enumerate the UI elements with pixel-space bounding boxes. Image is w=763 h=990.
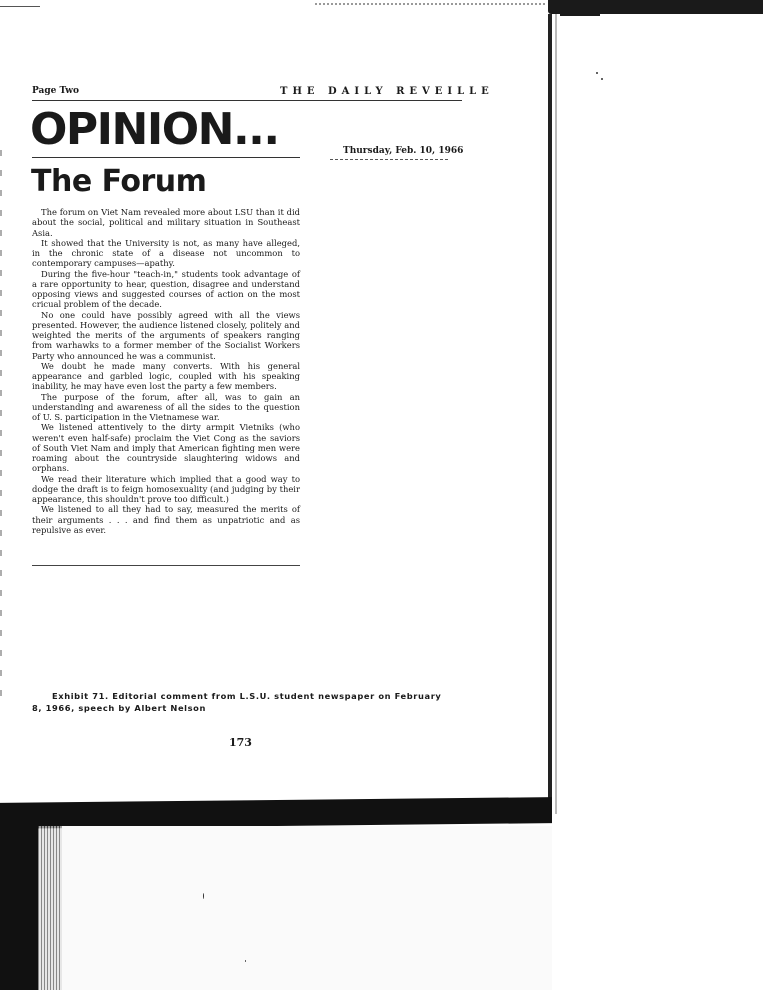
paragraph: We listened attentively to the dirty armpit Vietniks (who weren't even half-safe) proclaim the Viet Cong as the saviors of South Viet Nam and imply that American fighting men were roaming about the countryside slaughtering widows and orphans. bbox=[32, 422, 300, 474]
editorial-headline: The Forum bbox=[31, 164, 207, 199]
paragraph: We doubt he made many converts. With his general appearance and garbled logic, coupled with his speaking inability, he may have even lost the party a few members. bbox=[32, 360, 300, 392]
page-number: 173 bbox=[229, 736, 252, 749]
scan-speck bbox=[203, 893, 204, 899]
section-title: OPINION... bbox=[30, 104, 279, 155]
scan-dark-band bbox=[0, 797, 552, 829]
date-rule bbox=[330, 159, 448, 160]
editorial-body bbox=[32, 207, 300, 535]
scan-strip-texture bbox=[38, 826, 62, 990]
page-right-edge-shadow bbox=[555, 14, 557, 814]
scan-dark-notch bbox=[560, 12, 600, 16]
scan-speck bbox=[596, 72, 598, 74]
scan-dotted-edge bbox=[315, 3, 545, 5]
scan-dark-strip bbox=[0, 815, 38, 990]
issue-date: Thursday, Feb. 10, 1966 bbox=[343, 146, 464, 156]
paragraph: No one could have possibly agreed with all the views presented. However, the audience listened closely, politely and weighted the merits of the arguments of speakers ranging from warhawks to a former member of the Socialist Workers Party who announced he was a communist. bbox=[32, 309, 300, 361]
underlying-page bbox=[62, 826, 552, 990]
scan-speck bbox=[245, 960, 246, 962]
article-end-rule bbox=[32, 565, 300, 566]
exhibit-caption bbox=[32, 690, 452, 714]
scan-speck bbox=[601, 78, 603, 80]
paragraph: We listened to all they had to say, measured the merits of their arguments . . . and find them as unpatriotic and as repulsive as ever. bbox=[32, 504, 300, 535]
caption-line-2: 8, 1966, speech by Albert Nelson bbox=[32, 703, 206, 713]
paragraph: The forum on Viet Nam revealed more about LSU than it did about the social, political and military situation in Southeast Asia. bbox=[32, 207, 300, 238]
masthead-rule bbox=[32, 100, 462, 101]
paragraph: The purpose of the forum, after all, was to gain an understanding and awareness of all the sides to the question of U. S. participation in the Vietnamese war. bbox=[32, 391, 300, 422]
scan-left-edge-marks bbox=[0, 150, 2, 710]
page-right-edge bbox=[548, 14, 552, 814]
scan-edge-line bbox=[0, 6, 40, 7]
paragraph: We read their literature which implied that a good way to dodge the draft is to feign homosexuality (and judging by their appearance, this shouldn't prove too difficult.) bbox=[32, 473, 300, 504]
newspaper-name: THE DAILY REVEILLE bbox=[280, 86, 494, 97]
section-rule bbox=[32, 157, 300, 158]
page-label: Page Two bbox=[32, 86, 79, 96]
paragraph: It showed that the University is not, as many have alleged, in the chronic state of a disease not uncommon to contemporary campuses—apathy. bbox=[32, 237, 300, 269]
paragraph: During the five-hour "teach-in," students took advantage of a rare opportunity to hear, question, disagree and understand opposing views and suggested courses of action on the most cricual problem of the decade. bbox=[32, 268, 300, 310]
caption-line-1: Exhibit 71. Editorial comment from L.S.U. student newspaper on February bbox=[52, 691, 442, 701]
